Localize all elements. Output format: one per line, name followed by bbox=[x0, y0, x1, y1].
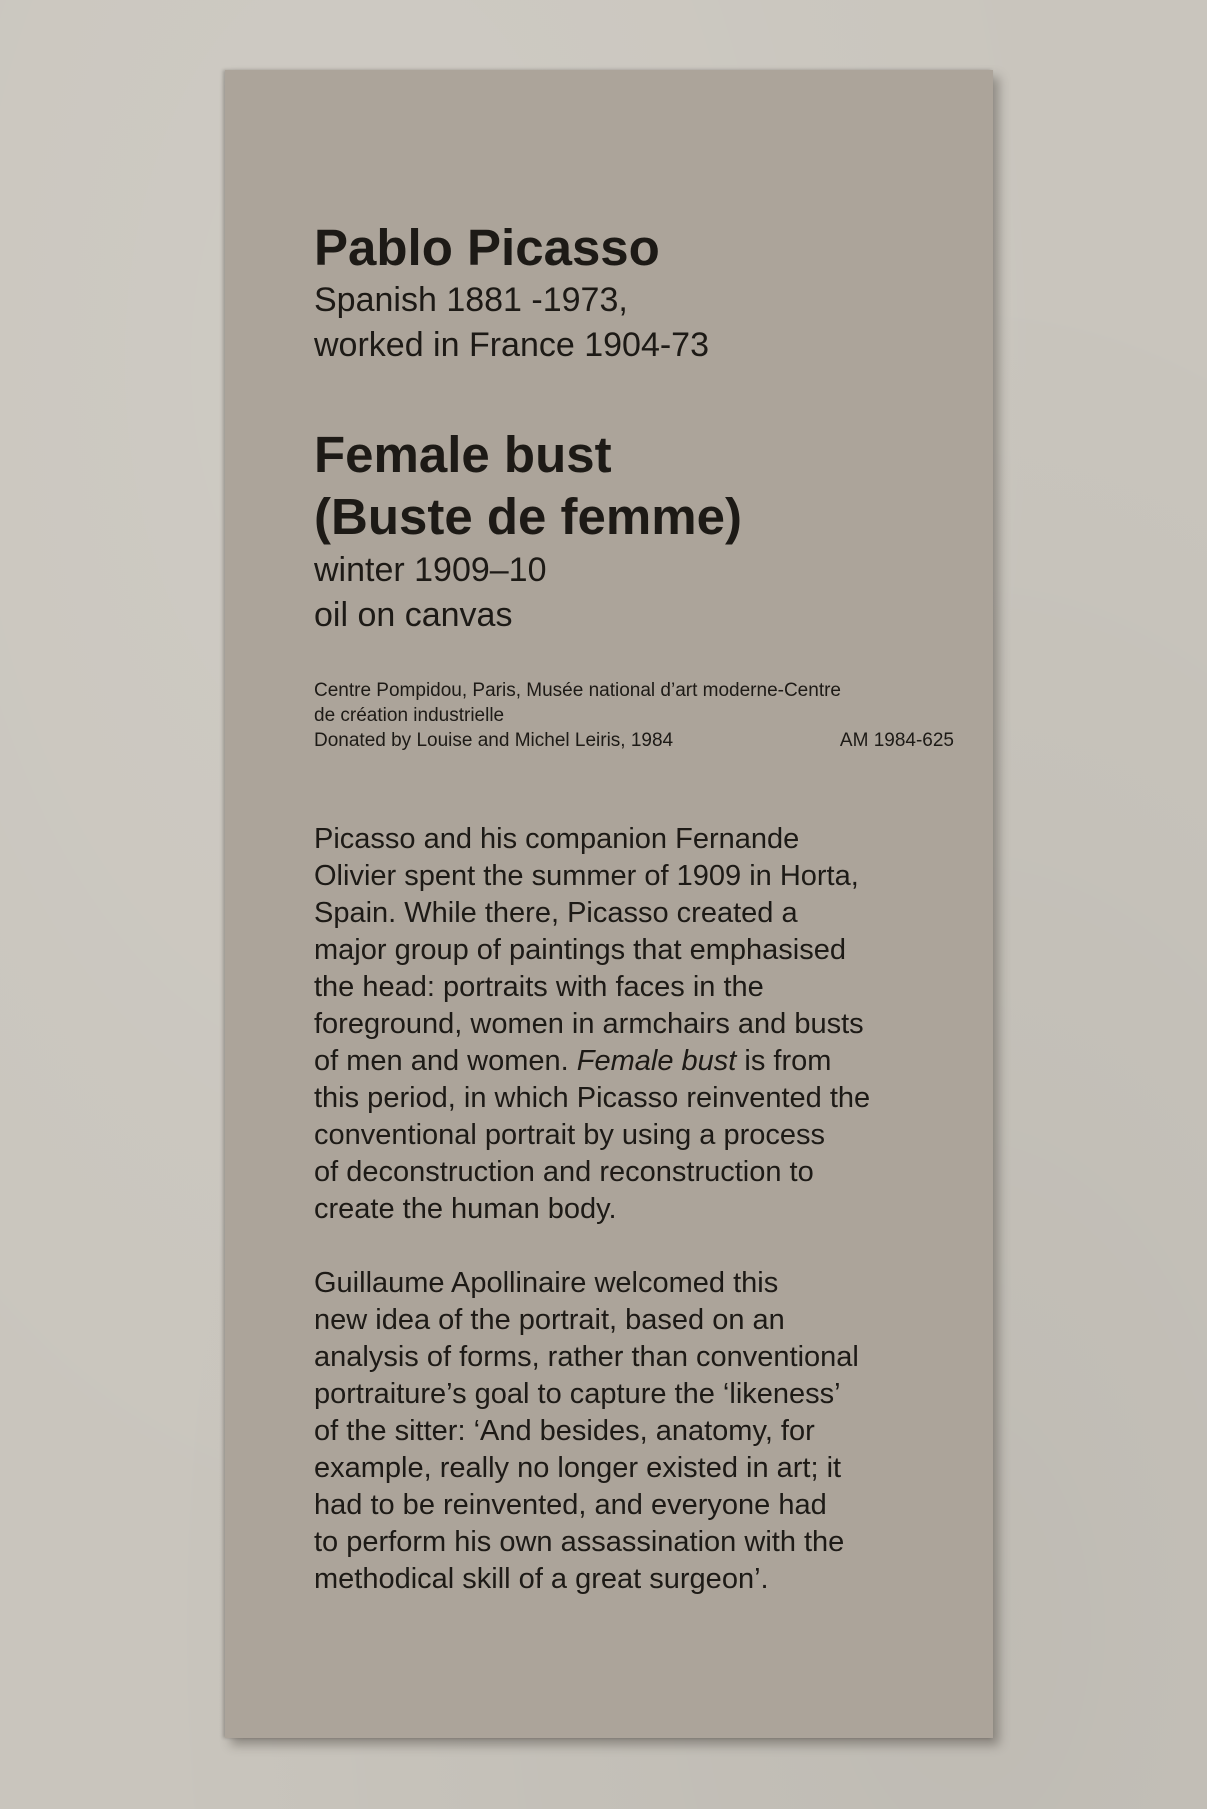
text-line: create the human body. bbox=[314, 1193, 617, 1225]
text-line: of deconstruction and reconstruction to bbox=[314, 1156, 814, 1188]
text-line: foreground, women in armchairs and busts bbox=[314, 1008, 864, 1040]
italic-work-title: Female bust bbox=[576, 1045, 737, 1077]
description-paragraph-2 bbox=[314, 1265, 934, 1598]
wall-label-panel bbox=[225, 70, 993, 1738]
text-line: had to be reinvented, and everyone had bbox=[314, 1489, 827, 1521]
work-title bbox=[314, 424, 954, 548]
text-line: Picasso and his companion Fernande bbox=[314, 823, 800, 855]
text-line: to perform his own assassination with the bbox=[314, 1526, 845, 1558]
work-medium: oil on canvas bbox=[314, 596, 513, 634]
text-line: Olivier spent the summer of 1909 in Horta, bbox=[314, 860, 859, 892]
description-paragraph-1 bbox=[314, 821, 934, 1228]
work-meta bbox=[314, 548, 954, 638]
accession-number: AM 1984-625 bbox=[839, 730, 954, 751]
text-line: portraiture’s goal to capture the ‘likeness’ bbox=[314, 1378, 841, 1410]
work-title-french: (Buste de femme) bbox=[314, 488, 742, 545]
label-content bbox=[314, 220, 954, 1598]
text-line: the head: portraits with faces in the bbox=[314, 971, 764, 1003]
text-segment: is from bbox=[736, 1045, 832, 1077]
text-line: methodical skill of a great surgeon’. bbox=[314, 1563, 769, 1595]
text-line: Spain. While there, Picasso created a bbox=[314, 897, 798, 929]
artist-name: Pablo Picasso bbox=[314, 219, 660, 276]
artist-meta bbox=[314, 278, 954, 368]
text-line: analysis of forms, rather than conventional bbox=[314, 1341, 859, 1373]
text-line: Guillaume Apollinaire welcomed this bbox=[314, 1267, 779, 1299]
text-line: this period, in which Picasso reinvented the bbox=[314, 1082, 871, 1114]
credit-line bbox=[314, 678, 954, 753]
artist-work-location: worked in France 1904-73 bbox=[314, 326, 710, 364]
text-line-with-italic bbox=[314, 1043, 934, 1080]
work-date: winter 1909–10 bbox=[314, 551, 547, 589]
work-title-english: Female bust bbox=[314, 426, 612, 483]
artist-nationality: Spanish 1881 -1973, bbox=[314, 281, 628, 319]
text-line: new idea of the portrait, based on an bbox=[314, 1304, 785, 1336]
text-line: of the sitter: ‘And besides, anatomy, for bbox=[314, 1415, 815, 1447]
credit-line-2: de création industrielle bbox=[314, 705, 505, 726]
credit-line-3: Donated by Louise and Michel Leiris, 1984 bbox=[314, 730, 674, 751]
text-segment: of men and women. bbox=[314, 1045, 569, 1077]
text-line: example, really no longer existed in art; it bbox=[314, 1452, 842, 1484]
text-line: major group of paintings that emphasised bbox=[314, 934, 846, 966]
text-line: conventional portrait by using a process bbox=[314, 1119, 826, 1151]
credit-line-1: Centre Pompidou, Paris, Musée national d’art moderne-Centre bbox=[314, 680, 841, 701]
